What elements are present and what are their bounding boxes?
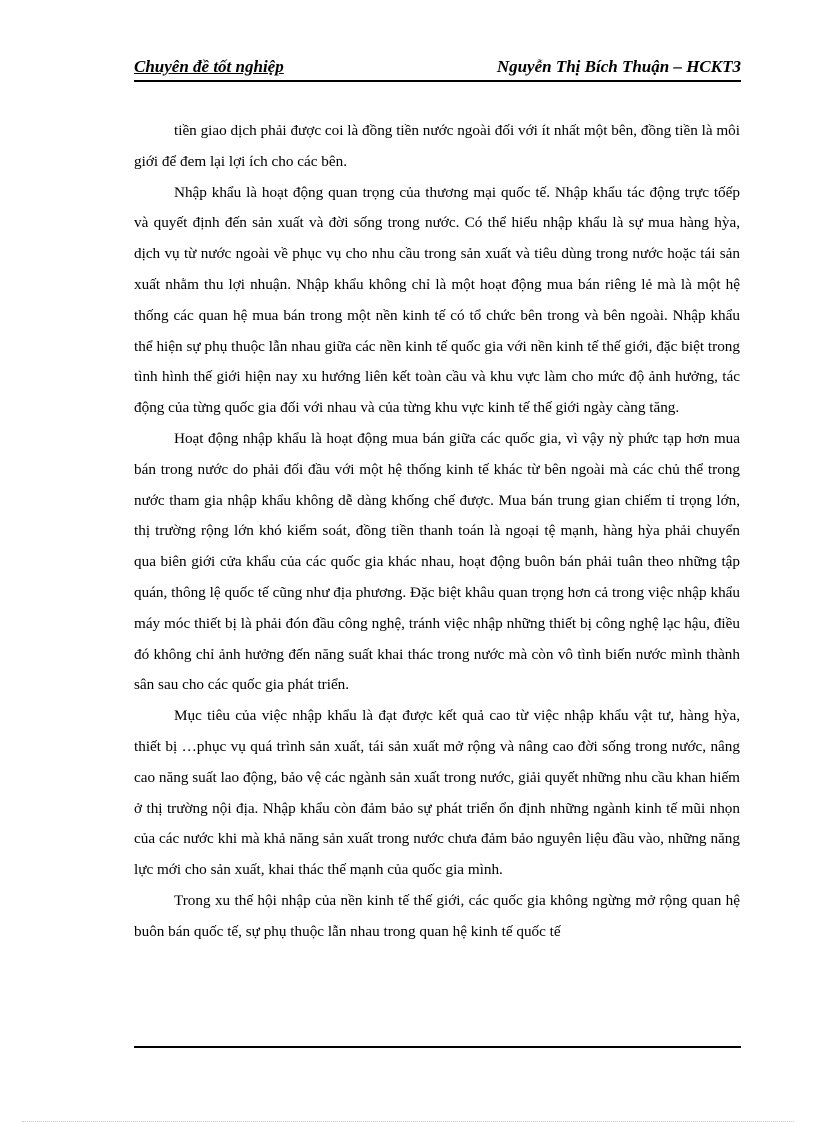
page-bottom-edge — [22, 1121, 794, 1122]
document-body — [134, 116, 740, 948]
paragraph-2: Nhập khẩu là hoạt động quan trọng của thương mại quốc tế. Nhập khẩu tác động trực tốếp và quyết định đến sản xuất và đời sống trong nước. Có thể hiểu nhập khẩu là sự mua hàng hỳa, dịch vụ từ nước ngoài về phục vụ cho nhu cầu trong sản xuất và tiêu dùng trong nước hoặc tái sản xuất nhằm thu lợi nhuận. Nhập khẩu không chỉ là một hoạt động mua bán riêng lẻ mà là một hệ thống các quan hệ mua bán trong một nền kinh tế có tổ chức bên trong và bên ngoài. Nhập khẩu thể hiện sự phụ thuộc lẫn nhau giữa các nền kinh tế quốc gia với nền kinh tế thế giới, đặc biệt trong tình hình thế giới hiện nay xu hướng liên kết toàn cầu và khu vực làm cho mức độ ảnh hưởng, tác động của từng quốc gia đối với nhau và của từng khu vực kinh tế thế giới ngày càng tăng. — [134, 183, 740, 417]
paragraph-4: Mục tiêu của việc nhập khẩu là đạt được kết quả cao từ việc nhập khẩu vật tư, hàng hỳa, thiết bị …phục vụ quá trình sản xuất, tái sản xuất mở rộng và nâng cao đời sống trong nước, nâng cao năng suất lao động, bảo vệ các ngành sản xuất trong nước, giải quyết những nhu cầu khan hiếm ở thị trường nội địa. Nhập khẩu còn đảm bảo sự phát triển ổn định những ngành kinh tế mũi nhọn của các nước khi mà khả năng sản xuất trong nước chưa đảm bảo nguyên liệu đầu vào, những năng lực mới cho sản xuất, khai thác thế mạnh của quốc gia mình. — [134, 707, 740, 879]
paragraph-5: Trong xu thế hội nhập của nền kinh tế thế giới, các quốc gia không ngừng mở rộng quan hệ buôn bán quốc tế, sự phụ thuộc lẫn nhau trong quan hệ kinh tế quốc tế — [134, 891, 740, 940]
page-header — [134, 55, 741, 81]
header-title: Chuyên đề tốt nghiệp — [134, 57, 284, 76]
footer-divider — [134, 1046, 741, 1048]
header-divider — [134, 80, 741, 82]
header-author: Nguyễn Thị Bích Thuận – HCKT3 — [496, 57, 741, 76]
paragraph-3: Hoạt động nhập khẩu là hoạt động mua bán giữa các quốc gia, vì vậy nỳ phức tạp hơn mua bán trong nước do phải đối đầu với một hệ thống kinh tế khác từ bên ngoài mà các chủ thể trong nước tham gia nhập khẩu không dễ dàng khống chế được. Mua bán trung gian chiếm tỉ trọng lớn, thị trường rộng lớn khó kiểm soát, đồng tiền thanh toán là ngoại tệ mạnh, hàng hỳa phải chuyển qua biên giới cửa khẩu của các quốc gia khác nhau, hoạt động buôn bán phải tuân theo những tập quán, thông lệ quốc tế cũng như địa phương. Đặc biệt khâu quan trọng hơn cả trong việc nhập khẩu máy móc thiết bị là phải đón đầu công nghệ, tránh việc nhập những thiết bị công nghệ lạc hậu, điều đó không chỉ ảnh hưởng đến năng suất khai thác trong nước mà còn vô tình biến nước mình thành sân sau cho các quốc gia phát triển. — [134, 429, 740, 694]
paragraph-1: tiền giao dịch phải được coi là đồng tiền nước ngoài đối với ít nhất một bên, đồng tiền là môi giới để đem lại lợi ích cho các bên. — [134, 122, 740, 170]
